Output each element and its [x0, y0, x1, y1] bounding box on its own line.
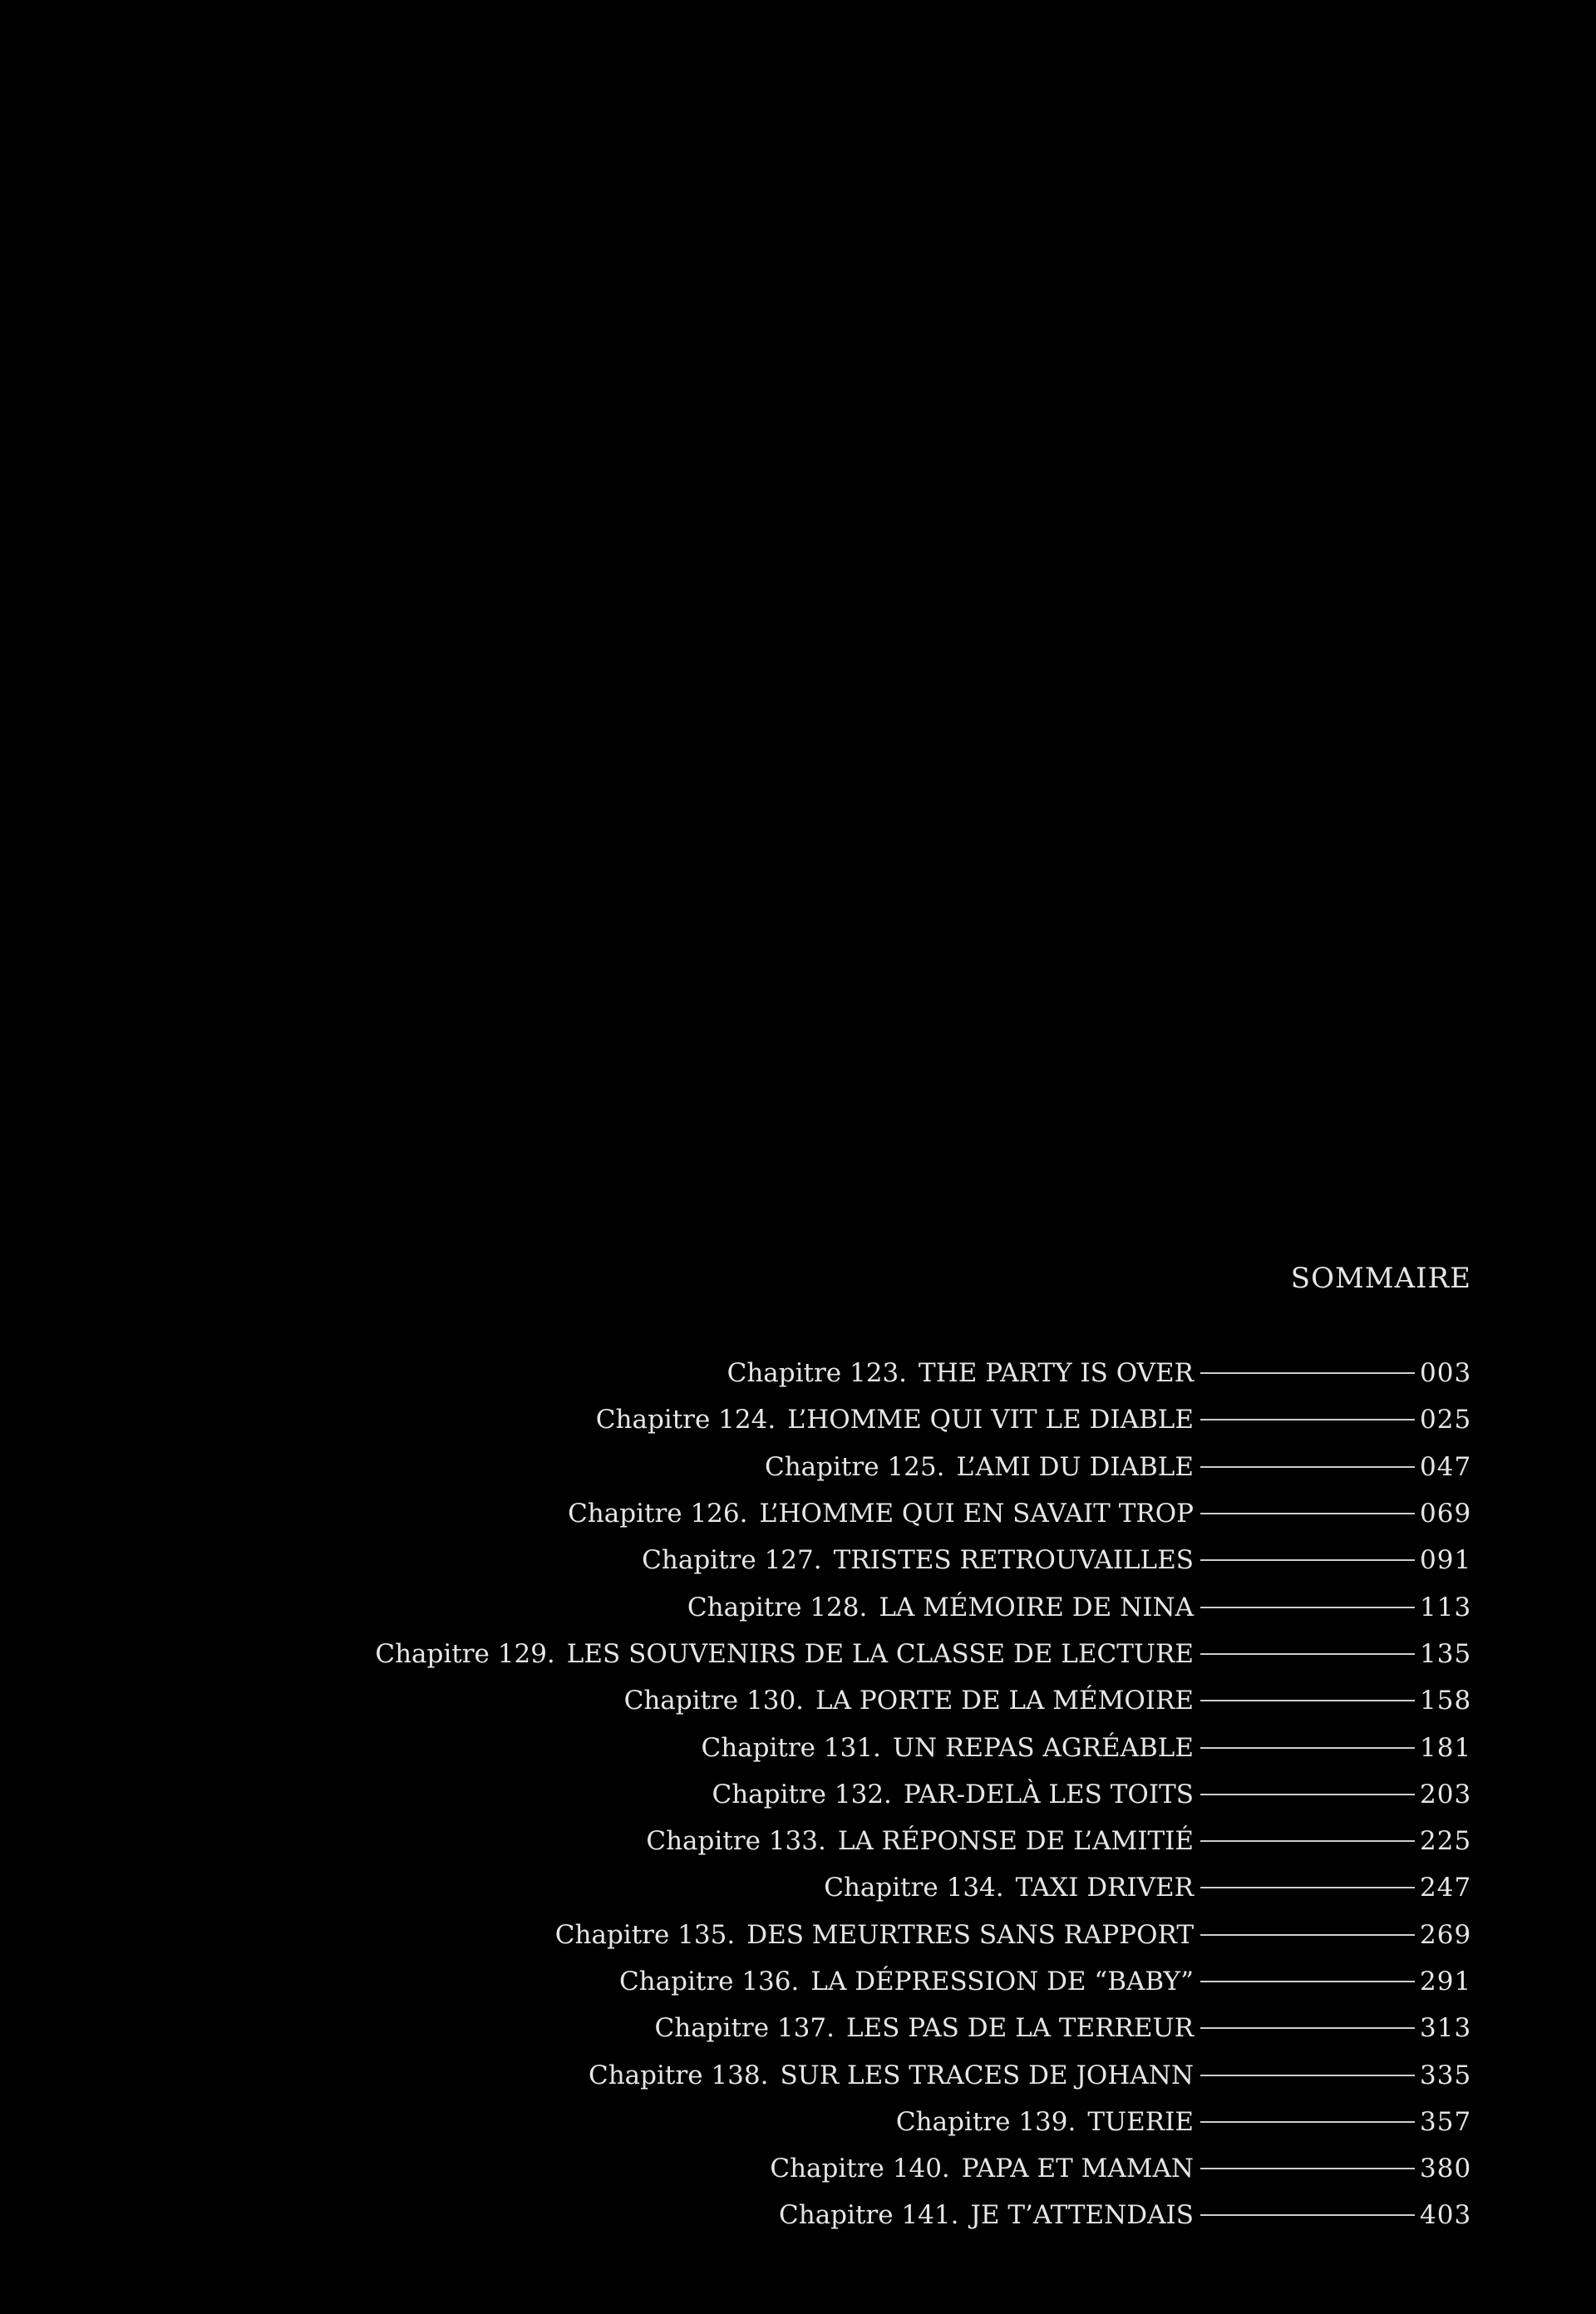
toc-leader-line	[1200, 1607, 1415, 1608]
toc-entry-title: LA MÉMOIRE DE NINA	[879, 1592, 1194, 1622]
toc-leader-line	[1200, 1747, 1415, 1749]
toc-entry-label	[568, 1499, 1194, 1529]
toc-entry-label	[655, 2013, 1194, 2043]
toc-entry-page: 003	[1420, 1358, 1472, 1389]
toc-entry-label	[770, 2154, 1194, 2184]
toc-leader-line	[1200, 1653, 1415, 1655]
toc-leader-line	[1200, 1794, 1415, 1795]
toc-entry-title: DES MEURTRES SANS RAPPORT	[746, 1919, 1194, 1950]
toc-entry-page: 357	[1420, 2106, 1472, 2137]
toc-entry-label	[779, 2200, 1194, 2230]
toc-entry	[375, 1537, 1471, 1583]
toc-entry	[375, 2099, 1471, 2145]
toc-entry-title: THE PARTY IS OVER	[919, 1358, 1194, 1389]
toc-entry-label	[712, 1780, 1194, 1809]
toc-entry-label	[896, 2107, 1194, 2137]
toc-entry-chapter: Chapitre 126.	[568, 1499, 748, 1529]
toc-leader-line	[1200, 1559, 1415, 1561]
toc-leader-line	[1200, 1840, 1415, 1842]
toc-entry-page: 313	[1420, 2013, 1472, 2044]
toc-entry-title: L’HOMME QUI VIT LE DIABLE	[787, 1405, 1194, 1435]
toc-entry-page: 335	[1420, 2060, 1472, 2090]
toc-entry-label	[619, 1967, 1194, 1996]
toc-entry-chapter: Chapitre 141.	[779, 2200, 959, 2231]
toc-entry-page: 091	[1420, 1545, 1472, 1576]
toc-entry-page: 181	[1420, 1732, 1472, 1763]
toc-leader-line	[1200, 1700, 1415, 1701]
toc-entry	[375, 1771, 1471, 1818]
toc-leader-line	[1200, 1466, 1415, 1468]
toc-entry	[375, 1724, 1471, 1770]
toc-leader-line	[1200, 1513, 1415, 1514]
toc-entry-label	[765, 1452, 1194, 1482]
toc-entry-title: PAPA ET MAMAN	[961, 2154, 1194, 2184]
toc-leader-line	[1200, 2075, 1415, 2076]
toc-entry-label	[824, 1873, 1194, 1903]
toc-entry-chapter: Chapitre 136.	[618, 1967, 800, 1996]
toc-entry-title: PAR-DELÀ LES TOITS	[903, 1779, 1194, 1809]
toc-entry-page: 403	[1420, 2200, 1472, 2231]
toc-entry-label	[646, 1826, 1194, 1856]
toc-entry-chapter: Chapitre 134.	[824, 1873, 1004, 1903]
toc-entry	[375, 1350, 1471, 1396]
toc-entry	[375, 2005, 1471, 2051]
toc-entry-page: 113	[1420, 1592, 1472, 1622]
toc-entry-title: LA DÉPRESSION DE “BABY”	[810, 1967, 1194, 1996]
toc-entry	[375, 2192, 1471, 2238]
toc-leader-line	[1200, 2027, 1415, 2029]
toc-entry	[375, 1583, 1471, 1630]
toc-entry-page: 047	[1420, 1451, 1472, 1482]
toc-entry-title: LES SOUVENIRS DE LA CLASSE DE LECTURE	[566, 1638, 1194, 1669]
toc-entry-page: 225	[1420, 1826, 1472, 1857]
toc-entry-chapter: Chapitre 130.	[623, 1686, 805, 1716]
toc-leader-line	[1200, 2214, 1415, 2216]
toc-entry-chapter: Chapitre 124.	[595, 1405, 776, 1435]
toc-entry-chapter: Chapitre 135.	[554, 1919, 736, 1950]
toc-entry-title: TRISTES RETROUVAILLES	[833, 1545, 1194, 1576]
toc-entry-title: TUERIE	[1087, 2106, 1194, 2137]
toc-entry-title: L’HOMME QUI EN SAVAIT TROP	[759, 1499, 1194, 1529]
toc-leader-line	[1200, 1934, 1415, 1936]
toc-entry	[375, 1490, 1471, 1537]
toc-leader-line	[1200, 1419, 1415, 1420]
toc-entry-chapter: Chapitre 129.	[375, 1638, 555, 1669]
toc-entry-page: 291	[1420, 1967, 1472, 1996]
toc-entry-chapter: Chapitre 123.	[727, 1358, 908, 1389]
toc-entry-page: 069	[1420, 1499, 1472, 1529]
toc-entry-page: 380	[1420, 2154, 1472, 2184]
toc-entry	[375, 1818, 1471, 1864]
toc-entry	[375, 1958, 1471, 2005]
toc-entry-title: LA RÉPONSE DE L’AMITIÉ	[837, 1826, 1194, 1857]
toc-entry-title: TAXI DRIVER	[1015, 1873, 1194, 1903]
toc-heading: SOMMAIRE	[1290, 1262, 1471, 1295]
toc-leader-line	[1200, 2168, 1415, 2169]
toc-entry	[375, 1396, 1471, 1443]
toc-entry-title: L’AMI DU DIABLE	[956, 1451, 1194, 1482]
toc-entry	[375, 1444, 1471, 1490]
toc-entry-page: 025	[1420, 1405, 1472, 1435]
toc-entry-label	[727, 1358, 1194, 1388]
toc-entry	[375, 1864, 1471, 1911]
toc-entry-label	[375, 1639, 1194, 1669]
toc-entry-chapter: Chapitre 140.	[770, 2154, 950, 2184]
toc-entry-chapter: Chapitre 131.	[701, 1732, 881, 1763]
toc-entry-label	[555, 1920, 1194, 1950]
toc-entry-chapter: Chapitre 138.	[589, 2060, 769, 2090]
toc-entry-chapter: Chapitre 132.	[712, 1779, 892, 1809]
toc-leader-line	[1200, 1887, 1415, 1888]
toc-entry	[375, 1912, 1471, 1958]
toc-entry-page: 269	[1420, 1919, 1472, 1950]
toc-entry-label	[687, 1593, 1194, 1622]
toc-leader-line	[1200, 1372, 1415, 1374]
toc-entry-label	[589, 2060, 1194, 2090]
toc-entry-title: LA PORTE DE LA MÉMOIRE	[815, 1686, 1194, 1716]
toc-entry-title: LES PAS DE LA TERREUR	[845, 2013, 1194, 2044]
toc-entry	[375, 2051, 1471, 2098]
toc-entry-title: SUR LES TRACES DE JOHANN	[780, 2060, 1194, 2090]
toc-entry-chapter: Chapitre 137.	[654, 2013, 835, 2044]
toc-entry-page: 158	[1420, 1686, 1472, 1716]
toc-entry-label	[642, 1545, 1194, 1575]
toc-entry-chapter: Chapitre 139.	[895, 2106, 1076, 2137]
toc-entry-chapter: Chapitre 125.	[765, 1451, 945, 1482]
toc-list	[375, 1350, 1471, 2239]
toc-entry-page: 203	[1420, 1779, 1472, 1809]
toc-entry-title: UN REPAS AGRÉABLE	[892, 1732, 1194, 1763]
toc-leader-line	[1200, 2121, 1415, 2123]
toc-entry	[375, 1631, 1471, 1677]
toc-entry-chapter: Chapitre 133.	[646, 1826, 826, 1857]
toc-entry-page: 135	[1420, 1638, 1472, 1669]
toc-entry	[375, 1677, 1471, 1724]
toc-entry	[375, 2145, 1471, 2192]
toc-entry-chapter: Chapitre 128.	[687, 1592, 868, 1622]
toc-entry-label	[701, 1733, 1194, 1763]
toc-entry-label	[596, 1405, 1194, 1435]
toc-leader-line	[1200, 1981, 1415, 1982]
toc-entry-chapter: Chapitre 127.	[642, 1545, 822, 1576]
toc-entry-label	[624, 1686, 1194, 1716]
toc-entry-title: JE T’ATTENDAIS	[970, 2200, 1194, 2231]
toc-entry-page: 247	[1420, 1873, 1472, 1903]
